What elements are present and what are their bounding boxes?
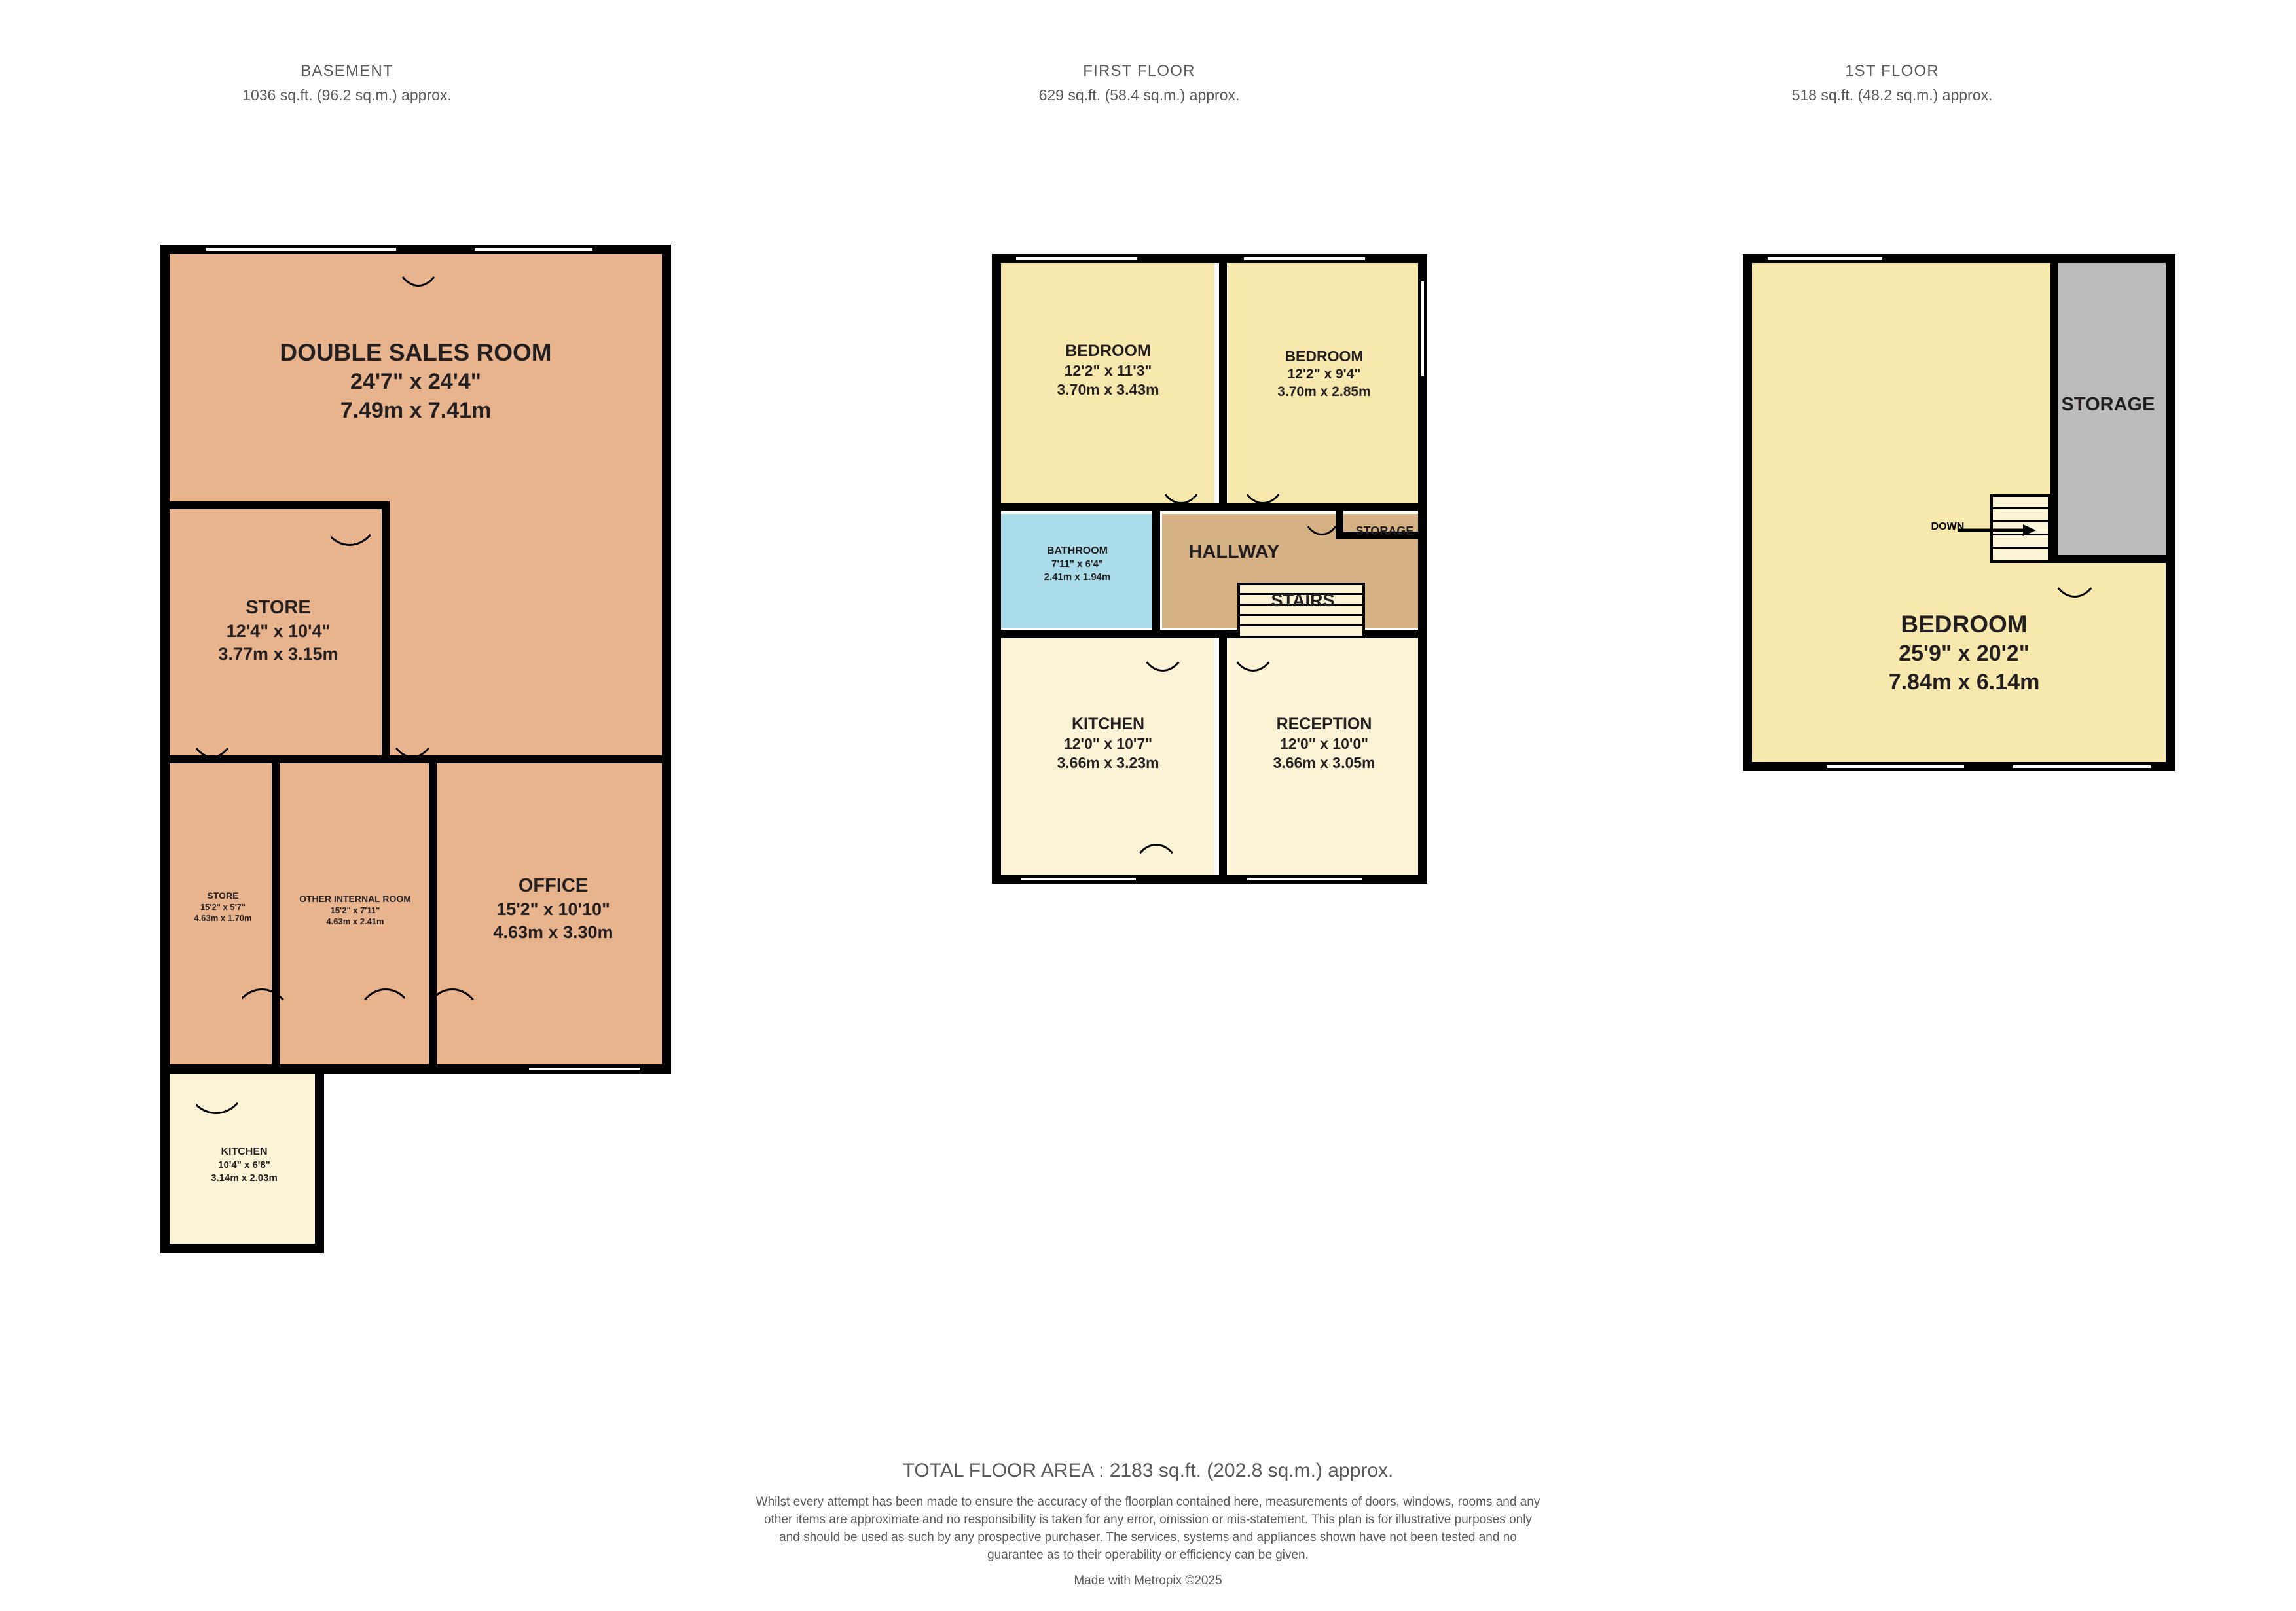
room-dim-metric: 4.63m x 3.30m [493, 922, 613, 942]
room-name: BEDROOM [1901, 611, 2028, 638]
room-dim-imperial: 7'11" x 6'4" [1051, 558, 1103, 570]
room-label-basement-kitchen [169, 1146, 319, 1184]
door-bedroom1 [1162, 466, 1207, 504]
room-label-ff-storage [1329, 524, 1440, 539]
window-sf-bottom-left [1827, 762, 1964, 771]
room-name: STAIRS [1271, 590, 1335, 610]
door-kitchen-bottom [1136, 841, 1182, 875]
disclaimer-text: Whilst every attempt has been made to ensure the accuracy of the floorplan contained here, measurements of doors, windows, rooms and any other items are approximate and no responsibility is taken for any error, omission or mis-statement. This plan is for illustrative purposes only and should be used as such by any prospective purchaser. The services, systems and appliances shown have not been tested and no guarantee as to their operability or efficiency can be given. [756, 1495, 1540, 1562]
door-sales-top [393, 247, 444, 289]
room-dim-metric: 4.63m x 2.41m [326, 916, 384, 926]
room-dim-metric: 4.63m x 1.70m [194, 913, 252, 923]
floor-area: 1036 sq.ft. (96.2 sq.m.) approx. [242, 86, 452, 103]
room-name: OFFICE [518, 875, 589, 896]
room-name: DOUBLE SALES ROOM [280, 339, 552, 366]
room-name: STORE [246, 597, 311, 618]
room-name: OTHER INTERNAL ROOM [299, 894, 411, 904]
floor-area: 629 sq.ft. (58.4 sq.m.) approx. [1038, 86, 1240, 103]
footer [0, 1460, 2296, 1588]
room-label-sf-storage [2023, 393, 2193, 417]
room-dim-imperial: 12'0" x 10'7" [1063, 735, 1153, 752]
made-with-label: Made with Metropix ©2025 [1074, 1573, 1222, 1587]
window-sf-top [1768, 254, 1882, 263]
wall-right [2166, 254, 2175, 771]
room-name: RECEPTION [1276, 715, 1372, 733]
room-dim-imperial: 15'2" x 7'11" [330, 905, 380, 915]
floor-area: 518 sq.ft. (48.2 sq.m.) approx. [1791, 86, 1993, 103]
room-name: KITCHEN [1071, 715, 1145, 733]
floor-title: FIRST FLOOR [1083, 62, 1195, 80]
room-name: HALLWAY [1188, 541, 1280, 562]
door-store-top [331, 505, 382, 547]
floor-header-basement [216, 62, 478, 104]
door-bedroom2 [1237, 466, 1282, 504]
room-label-store-small [169, 890, 277, 924]
window-basement-top-right [475, 245, 592, 254]
room-label-office [439, 874, 668, 943]
room-dim-imperial: 25'9" x 20'2" [1899, 641, 2030, 666]
room-dim-metric: 3.14m x 2.03m [211, 1172, 278, 1184]
room-dim-imperial: 12'2" x 9'4" [1287, 367, 1361, 382]
door-mid-right [386, 719, 439, 758]
room-label-ff-reception [1228, 714, 1421, 773]
room-name: STORAGE [2061, 394, 2155, 415]
door-office-bottom-left [432, 982, 483, 1028]
floor-header-first [1002, 62, 1277, 104]
door-store-bottom-left [187, 719, 238, 758]
room-dim-imperial: 10'4" x 6'8" [218, 1159, 270, 1171]
wall-left [1743, 254, 1752, 771]
door-kitchen [1142, 634, 1188, 672]
window-ff-top-left [1016, 254, 1137, 263]
room-label-ff-kitchen [1005, 714, 1211, 773]
room-name: BEDROOM [1285, 348, 1364, 365]
room-dim-imperial: 12'2" x 11'3" [1064, 362, 1152, 379]
room-name: KITCHEN [221, 1146, 268, 1157]
room-name: BEDROOM [1065, 342, 1151, 360]
room-dim-metric: 3.70m x 2.85m [1277, 384, 1371, 400]
room-dim-metric: 3.66m x 3.23m [1057, 754, 1159, 772]
window-ff-top-right [1244, 254, 1365, 263]
wall-between-bedrooms [1219, 254, 1227, 506]
window-ff-bottom-left [1021, 875, 1136, 884]
stairs-down-label [1918, 520, 1977, 534]
room-dim-metric: 7.49m x 7.41m [340, 397, 492, 423]
room-label-ff-stairs [1237, 589, 1368, 612]
room-label-ff-bedroom-1 [1008, 340, 1208, 400]
room-dim-imperial: 12'4" x 10'4" [226, 621, 331, 642]
room-dim-metric: 3.77m x 3.15m [218, 643, 338, 664]
room-label-store [170, 596, 386, 665]
down-label: DOWN [1931, 521, 1965, 532]
room-dim-metric: 2.41m x 1.94m [1044, 571, 1111, 583]
floor-title: 1ST FLOOR [1845, 62, 1939, 80]
floor-title: BASEMENT [301, 62, 393, 80]
room-dim-metric: 3.66m x 3.05m [1273, 754, 1376, 772]
room-dim-imperial: 24'7" x 24'4" [350, 369, 481, 395]
wall-right [662, 245, 671, 1074]
room-label-sf-bedroom [1761, 609, 2167, 697]
door-kitchen-top [196, 1074, 249, 1114]
door-reception [1228, 634, 1273, 672]
room-dim-metric: 3.70m x 3.43m [1057, 381, 1159, 399]
total-floor-area: TOTAL FLOOR AREA : 2183 sq.ft. (202.8 sq.m.) approx. [902, 1460, 1394, 1481]
door-sf-storage [2052, 560, 2098, 598]
wall-kitchen-reception [1219, 630, 1227, 884]
room-label-other-internal-room [278, 894, 432, 927]
wall-left [992, 254, 1001, 884]
room-dim-imperial: 15'2" x 5'7" [200, 901, 246, 912]
door-store-small-bottom [242, 982, 293, 1028]
room-dim-imperial: 15'2" x 10'10" [496, 899, 610, 920]
floor-header-second [1755, 62, 2030, 104]
room-name: BATHROOM [1046, 545, 1108, 556]
wall-kitchen-bottom [160, 1244, 324, 1253]
window-sf-bottom-right [2013, 762, 2151, 771]
window-basement-top-left [206, 245, 396, 254]
window-basement-bottom [529, 1064, 640, 1074]
door-other-room-bottom [354, 982, 405, 1028]
wall-bedrooms-hallway [992, 503, 1427, 511]
window-ff-bottom-right [1247, 875, 1362, 884]
room-dim-metric: 7.84m x 6.14m [1888, 669, 2040, 695]
window-ff-right [1418, 281, 1427, 376]
room-name: STORAGE [1355, 524, 1414, 537]
room-dim-imperial: 12'0" x 10'0" [1279, 735, 1369, 752]
room-label-ff-bathroom [1000, 545, 1154, 583]
room-label-double-sales-room [187, 337, 645, 425]
room-name: STORE [207, 890, 239, 901]
wall-left [160, 245, 170, 1253]
room-label-ff-bedroom-2 [1231, 347, 1417, 401]
room-label-ff-hallway [1139, 540, 1329, 564]
